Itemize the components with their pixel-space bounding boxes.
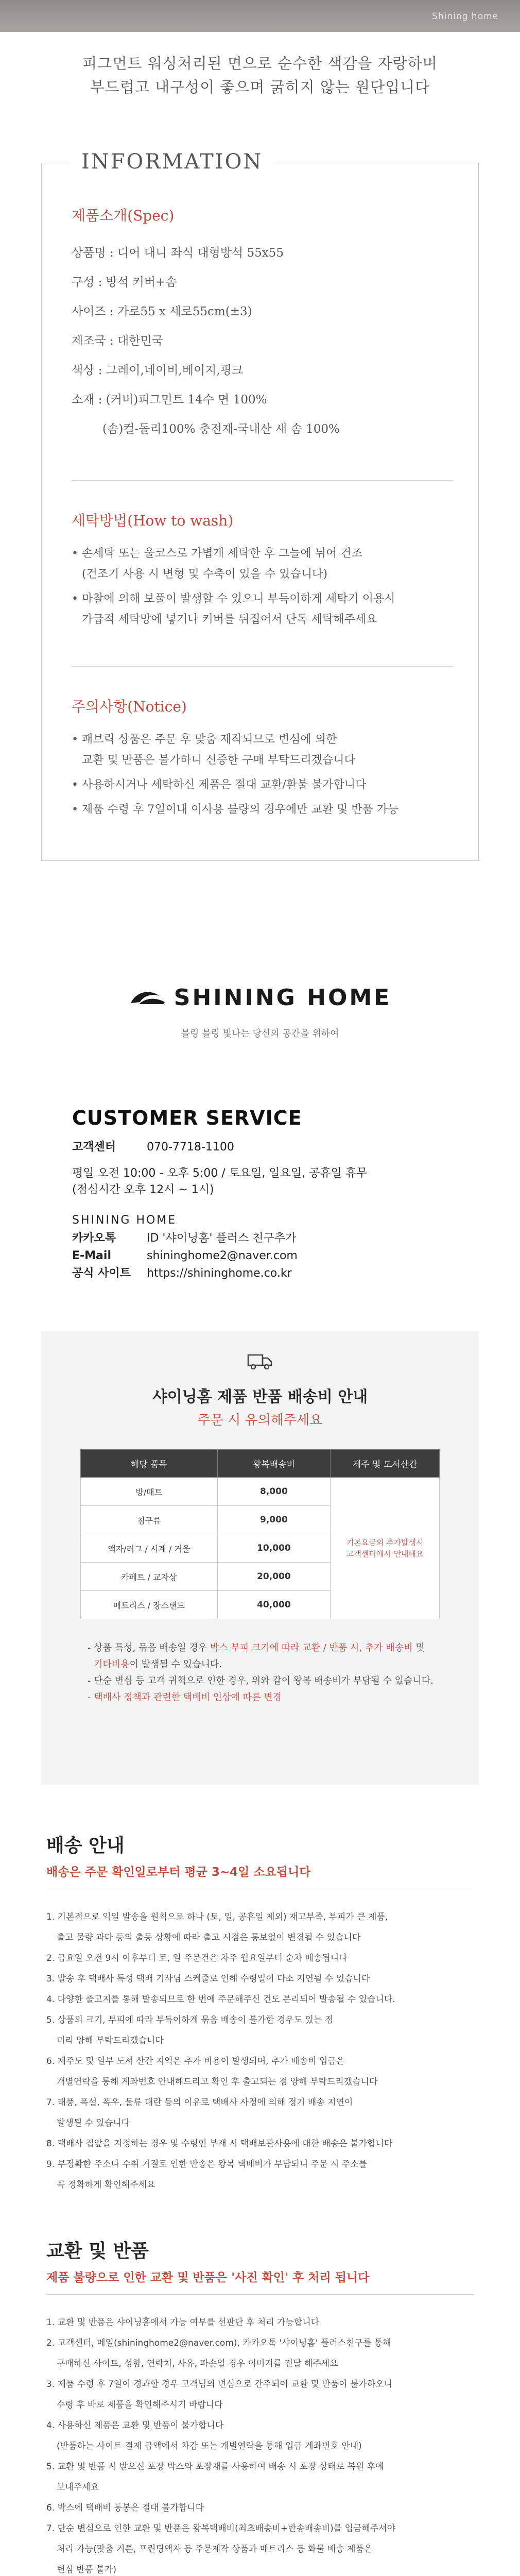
spec-line: 구성 : 방석 커버+솜 [72,276,177,289]
spec-line: 색상 : 그레이,네이비,베이지,핑크 [72,364,244,377]
fee-item: 카페트 / 교자상 [81,1563,218,1591]
information-title: INFORMATION [70,150,274,174]
spec-line: 제조국 : 대한민국 [72,334,163,348]
cs-phone-row [72,1139,520,1156]
notice-bullet-line: • 사용하시거나 세탁하신 제품은 절대 교환/환불 불가합니다 [72,778,367,791]
brand-logo [0,985,520,1011]
hero-photo [0,0,520,32]
intro-text [0,32,520,122]
fee-notes [72,1640,448,1706]
returns-item: 1. 교환 및 반품은 샤이닝홈에서 가능 여부를 선판단 후 처리 가능합니다 [46,2317,320,2328]
delivery-item: 4. 다양한 출고지를 통해 발송되므로 한 번에 주문해주신 건도 분리되어 발송될 수 있습니다. [46,1994,395,2005]
delivery-item: 9. 부정확한 주소나 수취 거절로 인한 반송은 왕복 택배비가 부담되니 주문 시 주소를 [46,2159,367,2170]
customer-service [0,1040,520,1282]
cs-hours [72,1165,520,1198]
wash-bullet [72,544,454,585]
hero-brand-watermark: Shining home [432,11,498,22]
truck-icon-wrap [72,1352,448,1372]
notice-section [72,696,454,820]
cs-brand: SHINING HOME [72,1214,177,1227]
fee-note-line [88,1656,448,1673]
fee-title: 샤이닝홈 제품 반품 배송비 안내 [152,1388,368,1406]
fee-item: 액자/러그 / 시계 / 거울 [81,1534,218,1563]
fee-header-cell: 해당 품목 [81,1450,218,1478]
delivery-item: 출고 물량 과다 등의 출동 상황에 따라 출고 시점은 통보없이 변경될 수 있습니다 [57,1933,361,1943]
delivery-item: 발생될 수 있습니다 [57,2118,130,2128]
delivery-item: 1. 기본적으로 익일 발송을 원칙으로 하나 (토, 일, 공휴일 제외) 재고부족, 부피가 큰 제품, [46,1912,388,1922]
wave-logo-icon [129,989,167,1007]
delivery-item: 개별연락을 통해 계좌번호 안내해드리고 확인 후 출고되는 점 양해 부탁드리겠습니다 [57,2077,378,2087]
cs-email-link[interactable]: shininghome2@naver.com [147,1249,298,1262]
intro-line: 피그먼트 워싱처리된 면으로 순수한 색감을 자랑하며 [82,55,438,72]
returns-item: 변심 반품 불가) [57,2565,116,2575]
wash-bullet-line: 가급적 세탁망에 넣거나 커버를 뒤집어서 단독 세탁해주세요 [82,613,377,626]
delivery-lead: 배송은 주문 확인일로부터 평균 3~4일 소요됩니다 [46,1866,311,1879]
island-note-line: 고객센터에서 안내해요 [346,1549,424,1558]
returns-item: 보내주세요 [57,2482,99,2493]
cs-hours-line: (점심시간 오후 12시 ~ 1시) [72,1183,214,1196]
wash-bullet [72,589,454,630]
delivery-title: 배송 안내 [46,1835,125,1856]
delivery-section [46,1831,474,2195]
notice-bullet-line: • 제품 수령 후 7일이내 이사용 불량의 경우에만 교환 및 반품 가능 [72,803,399,816]
returns-item: 7. 단순 변심으로 인한 교환 및 반품은 왕복택배비(최초배송비+반송배송비)를 입금해주셔야 [46,2523,396,2534]
wash-heading: 세탁방법(How to wash) [72,512,234,529]
returns-lead: 제품 불량으로 인한 교환 및 반품은 '사진 확인' 후 처리 됩니다 [46,2271,370,2284]
returns-item: 수령 후 바로 제품을 확인해주시기 바랍니다 [57,2400,223,2410]
spec-line: 상품명 : 디어 대니 좌식 대형방석 55x55 [72,246,284,260]
fee-item: 매트리스 / 장스탠드 [81,1591,218,1619]
delivery-item: 꼭 정확하게 확인해주세요 [57,2180,155,2190]
fee-note-highlight: 기타비용 [94,1659,130,1670]
brand-logo-block [0,985,520,1040]
delivery-item: 2. 금요일 오전 9시 이후부터 토, 일 주문건은 차주 월요일부터 순차 배송됩니다 [46,1953,348,1963]
cs-row-label: E-Mail [72,1249,111,1262]
information-card [41,150,479,861]
fee-table-row [81,1478,440,1506]
returns-item: 6. 박스에 택배비 동봉은 절대 불가합니다 [46,2503,204,2513]
return-fee-box [41,1331,479,1785]
notice-bullet [72,775,454,795]
fee-price: 40,000 [217,1591,331,1619]
cs-hours-line: 평일 오전 10:00 - 오후 5:00 / 토요일, 일요일, 공휴일 휴무 [72,1167,368,1180]
returns-item: 2. 고객센터, 메일(shininghome2@naver.com), 카카오톡 '샤이닝홈' 플러스친구를 통해 [46,2338,391,2348]
cs-phone[interactable]: 070-7718-1100 [147,1141,234,1154]
intro-line: 부드럽고 내구성이 좋으며 굵히지 않는 원단입니다 [90,78,430,96]
fee-note-line [88,1673,448,1689]
fee-note-highlight: - 택배사 정책과 관련한 택배비 인상에 따른 변경 [88,1692,282,1703]
spec-line: 소재 : (커버)피그먼트 14수 면 100% [72,393,267,406]
fee-header-cell: 제주 및 도서산간 [331,1450,440,1478]
notice-heading: 주의사항(Notice) [72,698,187,715]
cs-center-label: 고객센터 [72,1141,116,1154]
wash-bullet-line: • 손세탁 또는 울코스로 가볍게 세탁한 후 그늘에 뉘어 건조 [72,547,362,560]
fee-header-cell: 왕복배송비 [217,1450,331,1478]
fee-price: 8,000 [217,1478,331,1506]
fee-table [80,1449,440,1619]
cs-row-label: 카카오톡 [72,1232,116,1245]
notice-bullet [72,800,454,820]
fee-note-text: - 단순 변심 등 고객 귀책으로 인한 경우, 위와 같이 왕복 배송비가 부담될 수 있습니다. [88,1675,434,1686]
returns-title: 교환 및 반품 [46,2241,149,2262]
notice-bullet [72,730,454,771]
cs-title: CUSTOMER SERVICE [72,1107,302,1129]
delivery-item: 미리 양해 부탁드리겠습니다 [57,2036,164,2046]
delivery-item: 3. 발송 후 택배사 특성 택배 기사님 스케줄로 인해 수령일이 다소 지연될 수 있습니다 [46,1974,370,1984]
cs-kakao-id: ID '샤이닝홈' 플러스 친구추가 [147,1232,297,1245]
fee-subtitle: 주문 시 유의해주세요 [197,1413,323,1428]
returns-section [46,2236,474,2576]
wash-bullet-line: (건조기 사용 시 변형 및 수축이 있을 수 있습니다) [82,568,327,581]
fee-note-text: - 상품 특성, 묶음 배송일 경우 [88,1642,210,1653]
spec-section [72,205,454,444]
fee-note-line [88,1640,448,1656]
fee-note-tail: 이 발생될 수 있습니다. [129,1659,222,1670]
wash-section [72,510,454,630]
returns-item: 5. 교환 및 반품 시 받으신 포장 박스와 포장재를 사용하여 배송 시 포장 상태로 복원 후에 [46,2462,384,2472]
truck-icon [247,1352,273,1370]
cs-site-row [72,1265,520,1282]
island-note-line: 기본요금외 추가발생시 [346,1538,424,1547]
cs-row-label: 공식 사이트 [72,1267,131,1280]
cs-site-link[interactable]: https://shininghome.co.kr [147,1267,292,1280]
divider [72,480,454,481]
fee-note-tail: 및 [412,1642,425,1653]
divider [72,666,454,667]
fee-note-highlight: 박스 부피 크기에 따라 교환 / 반품 시, 추가 배송비 [210,1642,413,1653]
island-note [331,1478,440,1619]
returns-item: 구매하신 사이트, 성함, 연락처, 사유, 파손일 경우 이미지를 전달 해주세요 [57,2359,338,2369]
fee-note-line [88,1689,448,1706]
delivery-item: 7. 태풍, 폭설, 폭우, 물류 대란 등의 이유로 택배사 사정에 의해 정기 배송 지연이 [46,2097,353,2108]
fee-item: 침구류 [81,1506,218,1534]
fee-price: 20,000 [217,1563,331,1591]
brand-tagline: 블링 블링 빛나는 당신의 공간을 위하여 [181,1028,339,1039]
spec-line: 사이즈 : 가로55 x 세로55cm(±3) [72,305,252,318]
notice-bullet-line: • 패브릭 상품은 주문 후 맞춤 제작되므로 변심에 의한 [72,733,337,746]
fee-item: 방/매트 [81,1478,218,1506]
delivery-item: 6. 제주도 및 일부 도서 산간 지역은 추가 비용이 발생되며, 추가 배송비 입금은 [46,2056,345,2066]
fee-price: 9,000 [217,1506,331,1534]
notice-bullet-line: 교환 및 반품은 불가하니 신중한 구매 부탁드리겠습니다 [82,754,355,767]
delivery-item: 5. 상품의 크기, 부피에 따라 부득이하게 묶음 배송이 불가한 경우도 있는 점 [46,2015,334,2025]
fee-table-header [81,1450,440,1478]
cs-email-row [72,1247,520,1265]
spec-line: (솜)컬-돌리100% 충전재-국내산 새 솜 100% [102,422,340,436]
spec-heading: 제품소개(Spec) [72,207,175,224]
returns-item: 3. 제품 수령 후 7일이 경과할 경우 고객님의 변심으로 간주되어 교환 및 반품이 불가하오니 [46,2379,393,2389]
wash-bullet-line: • 마찰에 의해 보풀이 발생할 수 있으니 부득이하게 세탁기 이용시 [72,592,395,605]
returns-item: 처리 가능(맞춤 커튼, 프린팅액자 등 주문제작 상품과 매트리스 등 화물 배송 제품은 [57,2544,373,2554]
returns-item: (반품하는 사이트 결제 금액에서 차감 또는 개별연락을 통해 입금 계좌번호 안내) [57,2441,362,2451]
fee-price: 10,000 [217,1534,331,1563]
brand-logo-text: SHINING HOME [174,985,392,1011]
divider [46,2294,474,2295]
delivery-item: 8. 택배사 집앞을 지정하는 경우 및 수령인 부재 시 택배보관사용에 대한 배송은 불가합니다 [46,2139,393,2149]
cs-kakao-row [72,1230,520,1247]
returns-item: 4. 사용하신 제품은 교환 및 반품이 불가합니다 [46,2420,224,2431]
